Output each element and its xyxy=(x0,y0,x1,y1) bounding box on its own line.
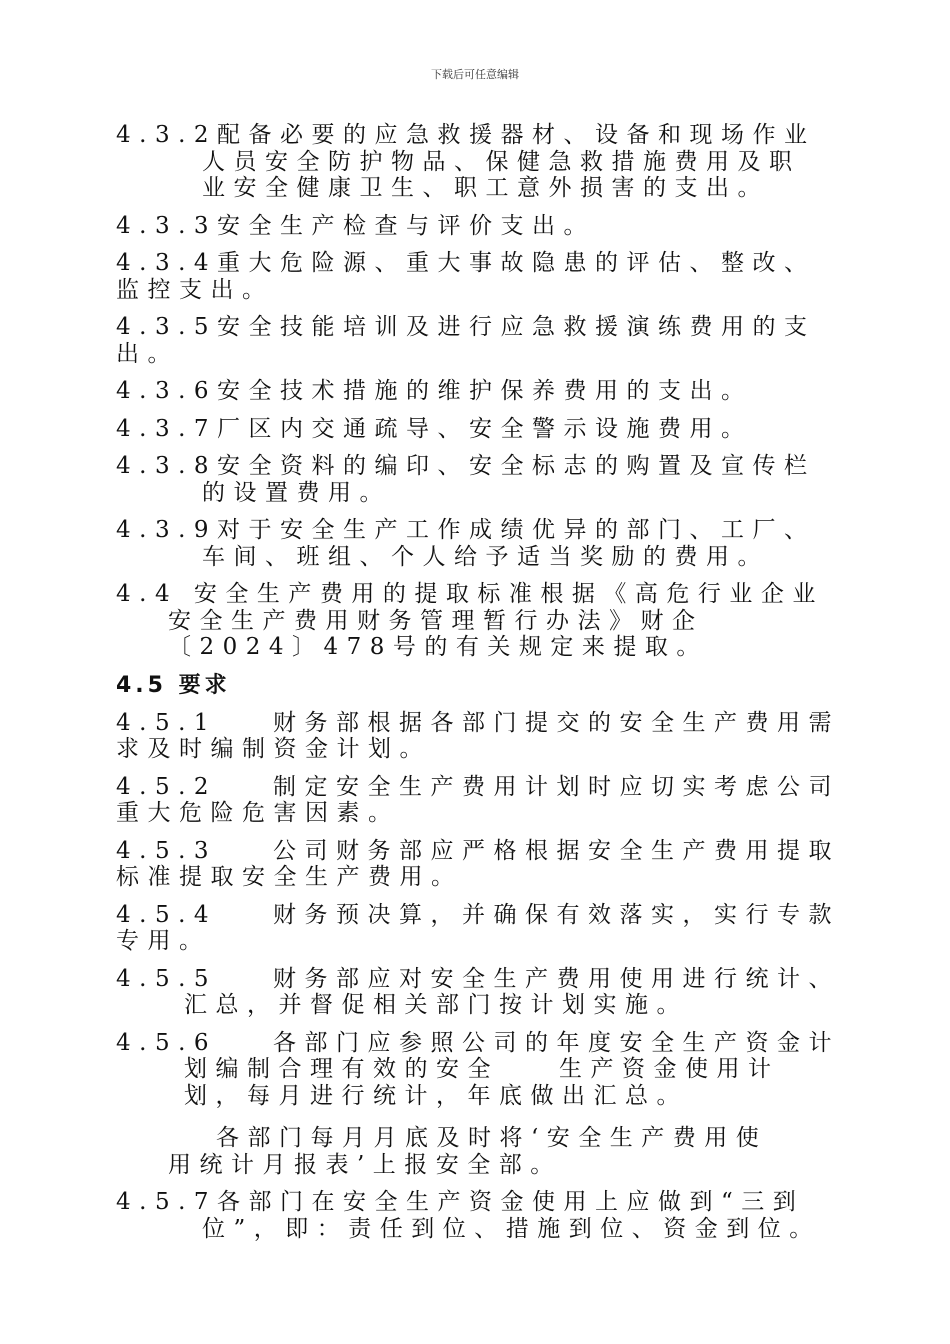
item-line: 4.3.4重大危险源、重大事故隐患的评估、整改、 xyxy=(116,250,816,276)
item-4-5-1 xyxy=(116,709,841,763)
item-line: 4.3.3安全生产检查与评价支出。 xyxy=(116,212,596,239)
item-line: 〔2024〕478号的有关规定来提取。 xyxy=(168,634,708,660)
item-number: 4.5.6 xyxy=(116,1029,218,1056)
item-line: 4.3.5安全技能培训及进行应急救援演练费用的支 xyxy=(116,314,816,340)
item-line: 划，每月进行统计，年底做出汇总。 xyxy=(184,1082,688,1109)
item-line: 汇总，并督促相关部门按计划实施。 xyxy=(184,992,688,1018)
item-line: 4.5.7各部门在安全生产资金使用上应做到“三到 xyxy=(116,1189,805,1215)
item-line: 标准提取安全生产费用。 xyxy=(116,864,463,890)
item-number: 4.5.5 xyxy=(116,965,218,992)
item-text: 生产资金使用计 xyxy=(559,1056,780,1082)
item-4-3-8 xyxy=(116,453,836,506)
item-line: 位”，即：责任到位、措施到位、资金到位。 xyxy=(202,1215,821,1242)
item-line: 专用。 xyxy=(116,928,211,954)
item-4-3-2 xyxy=(116,122,836,202)
item-line: 4.3.7厂区内交通疏导、安全警示设施费用。 xyxy=(116,415,753,442)
item-4-5-7 xyxy=(116,1189,836,1242)
item-4-4 xyxy=(116,581,836,661)
item-line: 各部门每月月底及时将‘安全生产费用使 xyxy=(216,1125,768,1151)
item-text: 财务部应对安全生产费用使用进行统计、 xyxy=(273,965,841,992)
section-heading-4-5: 4.5 要求 xyxy=(116,672,231,698)
item-line: 求及时编制资金计划。 xyxy=(116,736,431,762)
item-line: 车间、班组、个人给予适当奖励的费用。 xyxy=(202,543,769,570)
item-4-5-6-note xyxy=(116,1125,836,1178)
item-number: 4.5.4 xyxy=(116,901,218,928)
item-line: 4.3.9对于安全生产工作成绩优异的部门、工厂、 xyxy=(116,517,816,543)
item-text: 各部门应参照公司的年度安全生产资金计 xyxy=(273,1029,841,1056)
item-number: 4.5.3 xyxy=(116,837,218,864)
item-4-3-7 xyxy=(116,416,836,443)
item-line: 4.3.6安全技术措施的维护保养费用的支出。 xyxy=(116,378,753,404)
item-number: 4.5.1 xyxy=(116,709,218,736)
item-text: 制定安全生产费用计划时应切实考虑公司 xyxy=(273,773,841,800)
item-4-3-6 xyxy=(116,378,836,405)
item-text: 划编制合理有效的安全 xyxy=(184,1056,499,1082)
item-line: 人员安全防护物品、保健急救措施费用及职 xyxy=(202,148,801,175)
item-line: 出。 xyxy=(116,340,179,367)
item-line: 重大危险危害因素。 xyxy=(116,800,400,826)
item-4-5-6 xyxy=(116,1029,841,1110)
page-header: 下载后可任意编辑 xyxy=(431,68,519,81)
item-4-3-4 xyxy=(116,250,836,303)
item-4-3-9 xyxy=(116,517,836,570)
item-line: 4.4 安全生产费用的提取标准根据《高危行业企业 xyxy=(116,581,824,607)
item-line: 监控支出。 xyxy=(116,276,274,303)
item-line: 4.3.8安全资料的编印、安全标志的购置及宣传栏 xyxy=(116,453,816,479)
item-4-3-3 xyxy=(116,213,836,240)
item-number: 4.5.2 xyxy=(116,773,218,800)
item-4-5-5 xyxy=(116,965,841,1019)
item-line: 的设置费用。 xyxy=(202,479,391,506)
item-text: 财务部根据各部门提交的安全生产费用需 xyxy=(273,709,841,736)
item-4-3-5 xyxy=(116,314,836,367)
item-line: 业安全健康卫生、职工意外损害的支出。 xyxy=(202,175,769,201)
document-body xyxy=(116,122,841,1253)
item-text: 公司财务部应严格根据安全生产费用提取 xyxy=(273,837,841,864)
item-4-5-2 xyxy=(116,773,841,827)
item-text: 财务预决算，并确保有效落实，实行专款 xyxy=(273,901,841,928)
item-line: 安全生产费用财务管理暂行办法》财企 xyxy=(168,607,704,634)
item-line: 4.3.2配备必要的应急救援器材、设备和现场作业 xyxy=(116,122,816,148)
item-line: 用统计月报表’上报安全部。 xyxy=(168,1151,562,1178)
item-4-5-4 xyxy=(116,901,841,955)
item-4-5-3 xyxy=(116,837,841,891)
